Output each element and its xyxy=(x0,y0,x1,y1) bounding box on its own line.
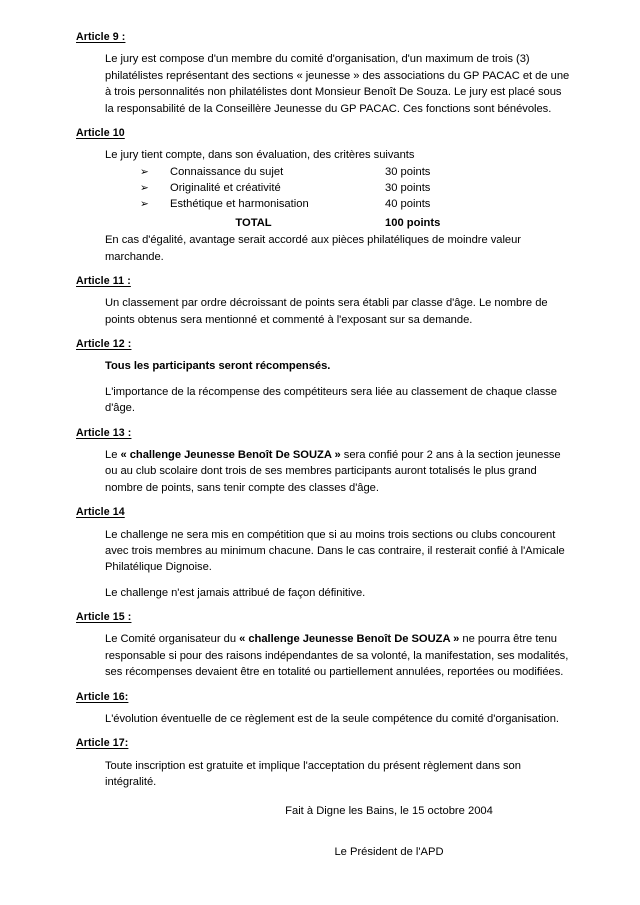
criteria-list-item xyxy=(105,196,572,212)
paragraph: L'évolution éventuelle de ce règlement est de la seule compétence du comité d'organisation. xyxy=(105,712,559,725)
article-body-9 xyxy=(105,51,572,117)
article-section-10 xyxy=(76,126,572,265)
article-heading-10: Article 10 xyxy=(76,126,125,139)
criteria-label: Connaissance du sujet xyxy=(170,165,284,178)
article-body-15 xyxy=(105,631,572,680)
paragraph: En cas d'égalité, avantage serait accordé aux pièces philatéliques de moindre valeur marchande. xyxy=(105,234,521,263)
paragraph: Le challenge n'est jamais attribué de façon définitive. xyxy=(105,586,366,599)
arrow-bullet-icon: ➢ xyxy=(140,182,149,195)
paragraph-tail: ne pourra être tenu responsable si pour des raisons indépendantes de sa volonté, la manifestation, ses modalités, ses récompenses devaient être en totalité ou partiellement annulées, reportées ou modifiées. xyxy=(105,633,569,679)
paragraph xyxy=(105,447,572,496)
paragraph-tail: sera confié pour 2 ans à la section jeunesse ou au club scolaire dont trois de ses membres participants auront totalisés le plus grand nombre de points, sans tenir compte des classes d'âge. xyxy=(105,448,561,494)
criteria-total-label: TOTAL xyxy=(235,216,272,229)
paragraph: Toute inscription est gratuite et implique l'acceptation du présent règlement dans son intégralité. xyxy=(105,759,521,789)
challenge-name-bold: « challenge Jeunesse Benoît De SOUZA » xyxy=(120,448,341,461)
criteria-list-item xyxy=(105,180,572,196)
paragraph: L'importance de la récompense des compétiteurs sera liée au classement de chaque classe d'âge. xyxy=(105,385,557,415)
place-and-date: Fait à Digne les Bains, le 15 octobre 2004 xyxy=(285,805,493,818)
criteria-points: 30 points xyxy=(385,165,431,178)
paragraph-lead: Le Comité organisateur du xyxy=(105,633,240,646)
paragraph xyxy=(105,631,572,680)
arrow-bullet-icon: ➢ xyxy=(140,198,149,211)
article-heading-12: Article 12 : xyxy=(76,338,132,351)
criteria-list xyxy=(105,164,572,213)
article-section-14 xyxy=(76,505,572,601)
article-heading-16: Article 16: xyxy=(76,690,129,703)
criteria-points: 30 points xyxy=(385,182,431,195)
article-heading-15: Article 15 : xyxy=(76,611,132,624)
article-body-12 xyxy=(105,358,572,416)
article-section-13 xyxy=(76,426,572,497)
criteria-total-row xyxy=(105,215,572,231)
closing-block xyxy=(76,803,572,860)
criteria-total-points: 100 points xyxy=(385,216,441,229)
criteria-list-item xyxy=(105,164,572,180)
article-section-12 xyxy=(76,337,572,417)
article-body-14 xyxy=(105,527,572,602)
article-body-17 xyxy=(105,758,572,791)
article-section-11 xyxy=(76,274,572,328)
criteria-label: Originalité et créativité xyxy=(170,182,281,195)
article-heading-14: Article 14 xyxy=(76,506,125,519)
paragraph: Le challenge ne sera mis en compétition que si au moins trois sections ou clubs concourent avec trois membres au minimum chacune. Dans le cas contraire, il resterait confié à l'Amicale Philatélique Dignoise. xyxy=(105,528,565,574)
article-section-9 xyxy=(76,30,572,117)
arrow-bullet-icon: ➢ xyxy=(140,165,149,178)
article-section-16 xyxy=(76,690,572,728)
article-body-16 xyxy=(105,711,572,727)
signatory-title: Le Président de l'APD xyxy=(334,845,444,858)
article-heading-9: Article 9 : xyxy=(76,31,126,43)
criteria-intro-text: Le jury tient compte, dans son évaluation, des critères suivants xyxy=(105,149,415,162)
paragraph: Un classement par ordre décroissant de points sera établi par classe d'âge. Le nombre de points obtenus sera mentionné et commenté à l'exposant sur sa demande. xyxy=(105,297,548,326)
highlight-paragraph: Tous les participants seront récompensés. xyxy=(105,360,331,373)
challenge-name-bold: « challenge Jeunesse Benoît De SOUZA » xyxy=(239,633,460,646)
article-heading-17: Article 17: xyxy=(76,737,129,750)
article-section-17 xyxy=(76,736,572,790)
article-body-13 xyxy=(105,447,572,496)
criteria-label: Esthétique et harmonisation xyxy=(170,198,309,211)
article-body-10 xyxy=(105,147,572,265)
paragraph: Le jury est compose d'un membre du comité d'organisation, d'un maximum de trois (3) philatélistes représentant des sections « jeunesse » des associations du GP PACAC et de une à trois personnalités non philatélistes dont Monsieur Benoît De Souza. Le jury est placé sous la responsabilité de la Conseillère Jeunesse du GP PACAC. Ces fonctions sont bénévoles. xyxy=(105,53,570,115)
article-section-15 xyxy=(76,610,572,681)
article-heading-11: Article 11 : xyxy=(76,275,131,288)
article-body-11 xyxy=(105,295,572,328)
article-heading-13: Article 13 : xyxy=(76,426,132,439)
paragraph-lead: Le xyxy=(105,448,121,461)
criteria-points: 40 points xyxy=(385,198,431,211)
